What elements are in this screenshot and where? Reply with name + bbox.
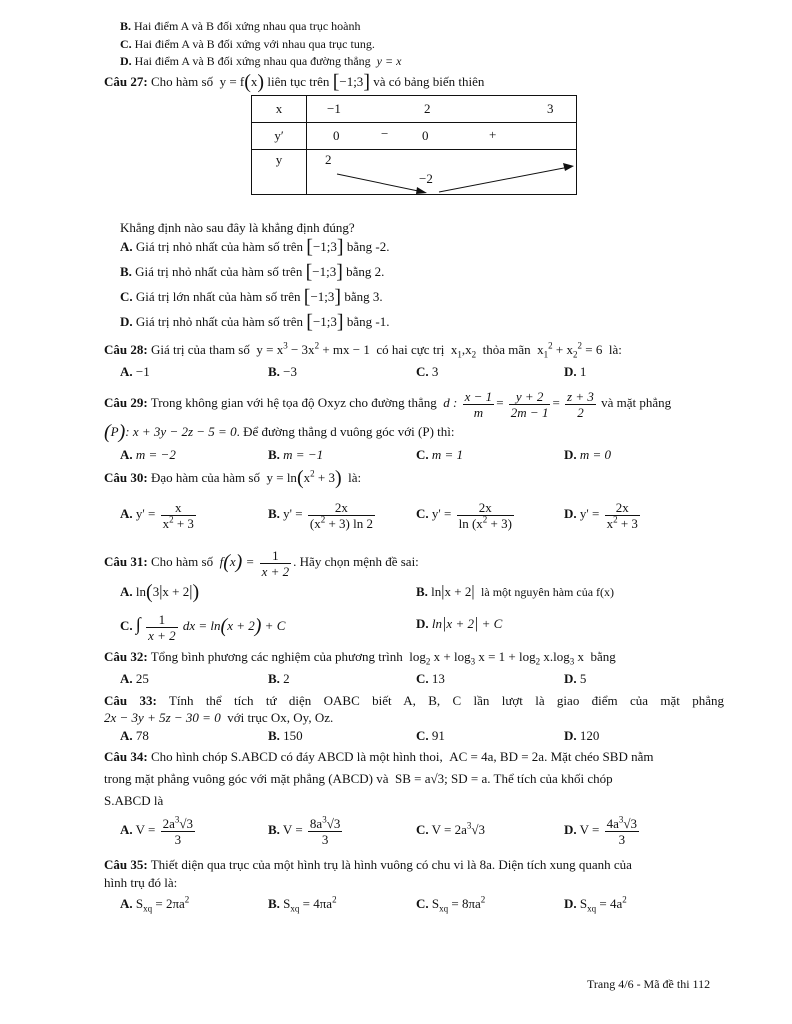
math-expression: $x_1,x_2$ <box>447 342 477 360</box>
q33-option-a <box>120 728 149 744</box>
option-letter: A. <box>120 584 133 599</box>
q30-stem <box>104 467 362 489</box>
q34-option-d: D. V = $\frac{4a^3√3}{3}$ <box>564 814 638 847</box>
question-number: Câu 32: <box>104 649 148 664</box>
option-letter: C. <box>120 289 133 304</box>
option-letter: A. <box>120 822 133 837</box>
q31-option-a <box>120 581 200 603</box>
fraction: $\frac{z + 3}{2}$ <box>567 388 594 420</box>
option-text: Giá trị nhỏ nhất của hàm số trên <box>135 239 304 254</box>
table-cell <box>307 96 577 123</box>
question-text: là: <box>348 470 362 485</box>
option-letter: B. <box>416 584 428 599</box>
option-text: m = −2 <box>135 447 176 462</box>
option-letter: D. <box>120 314 133 329</box>
option-letter: A. <box>120 896 133 911</box>
decreasing-arrow <box>337 174 423 192</box>
q33-line2 <box>104 710 333 726</box>
q28-option-d <box>564 364 586 380</box>
option-letter: D. <box>564 728 577 743</box>
q27-option-c <box>120 286 383 308</box>
option-text: bằng 3. <box>344 289 383 304</box>
fraction: $\frac{8a^3√3}{3}$ <box>309 814 341 847</box>
option-letter: C. <box>416 896 429 911</box>
option-text: 120 <box>579 728 600 743</box>
option-text: 5 <box>579 671 587 686</box>
question-text: . Thể tích của khối chóp <box>487 771 613 786</box>
q32-option-a <box>120 671 149 687</box>
fraction: $\frac{2a^3√3}{3}$ <box>162 814 194 847</box>
question-number: Câu 30: <box>104 470 148 485</box>
table-row <box>252 96 577 123</box>
q30-option-a: A. y' = $\frac{x}{x^2 + 3}$ <box>120 499 194 531</box>
q34-option-b: B. V = $\frac{8a^3√3}{3}$ <box>268 814 341 847</box>
table-row <box>252 150 577 195</box>
option-letter: C. <box>120 618 133 633</box>
math-expression: $S_{xq} = 4\pi a^2$ <box>283 894 337 914</box>
integral-sign: ∫ <box>135 614 141 634</box>
q27-option-d <box>120 311 390 333</box>
q35-option-b <box>268 896 337 912</box>
math-expression: f(x) = <box>216 551 255 573</box>
math-expression: $x_1^2 + x_2^2 = 6$ <box>533 340 606 360</box>
option-letter: D. <box>564 506 577 521</box>
table-cell <box>307 123 577 150</box>
question-number: Câu 31: <box>104 554 148 569</box>
fraction: $\frac{x - 1}{m}$ <box>464 388 493 420</box>
option-letter: B. <box>120 264 132 279</box>
option-letter: B. <box>268 671 280 686</box>
option-letter: B. <box>268 447 280 462</box>
fraction: $\frac{4a^3√3}{3}$ <box>606 814 638 847</box>
table-cell <box>307 150 577 195</box>
option-text: Hai điểm A và B đối xứng với nhau qua trục tung. <box>134 37 375 51</box>
q30-option-b: B. y' = $\frac{2x}{(x^2 + 3) \ln 2}$ <box>268 499 373 531</box>
option-letter: B. <box>268 506 280 521</box>
q27-option-a <box>120 236 390 258</box>
option-letter: B. <box>268 364 280 379</box>
cell-text: + <box>489 127 497 142</box>
q28-stem <box>104 342 622 358</box>
question-text: bằng <box>590 649 616 664</box>
math-expression: d : <box>440 395 458 410</box>
math-expression: $S_{xq} = 4a^2$ <box>579 894 627 914</box>
q27-option-b <box>120 261 385 283</box>
option-letter: A. <box>120 728 133 743</box>
option-letter: A. <box>120 239 133 254</box>
math-expression: $S_{xq} = 8\pi a^2$ <box>431 894 486 914</box>
fraction: $\frac{x}{x^2 + 3}$ <box>162 499 194 531</box>
question-text: Cho hàm số <box>150 554 214 569</box>
q33-option-b <box>268 728 303 744</box>
option-text: 25 <box>135 671 149 686</box>
question-number: Câu 34: <box>104 749 148 764</box>
q35-option-c <box>416 896 485 912</box>
option-text: Hai điểm A và B đối xứng nhau qua trục hoành <box>134 19 361 33</box>
option-letter: C. <box>416 447 429 462</box>
question-text: . Mặt chéo SBD nằm <box>544 749 654 764</box>
math-expression: ln(3|x + 2|) <box>135 581 200 603</box>
q26-option-c <box>120 36 375 52</box>
cell-text: − <box>381 126 389 141</box>
question-text: với trục Ox, Oy, Oz. <box>227 710 334 725</box>
option-letter: C. <box>120 37 132 51</box>
q29-line2 <box>104 421 455 443</box>
option-text: 91 <box>431 728 445 743</box>
q30-option-c: C. y' = $\frac{2x}{\ln (x^2 + 3)}$ <box>416 499 512 531</box>
math-expression: $V = 2a^3√3$ <box>431 820 486 837</box>
q30-option-d: D. y' = $\frac{2x}{x^2 + 3}$ <box>564 499 638 531</box>
question-number: Câu 29: <box>104 395 148 410</box>
option-letter: B. <box>120 19 132 33</box>
option-letter: D. <box>120 54 132 68</box>
question-number: Câu 27: <box>104 74 148 89</box>
option-text: 3 <box>431 364 439 379</box>
math-expression: (P): x + 3y − 2z − 5 = 0 <box>104 421 237 443</box>
q31-option-c <box>120 607 285 643</box>
question-text: Cho hàm số <box>150 74 214 89</box>
option-text: Hai điểm A và B đối xứng nhau qua đường thẳng <box>134 54 371 68</box>
option-letter: C. <box>416 364 429 379</box>
q32-stem <box>104 649 616 665</box>
q35-line2 <box>104 875 177 891</box>
q27-stem <box>104 71 485 93</box>
cell-text: 2 <box>424 101 431 116</box>
fraction: $\frac{2x}{(x^2 + 3) \ln 2}$ <box>309 499 373 531</box>
question-text: có hai cực trị <box>376 342 445 357</box>
math-interval: [−1;3] <box>306 236 344 258</box>
option-letter: A. <box>120 447 133 462</box>
option-text: −3 <box>283 364 298 379</box>
question-text: Thiết diện qua trục của một hình trụ là hình vuông có chu vi là 8a. Diện tích xung quanh của <box>150 857 632 872</box>
question-text: S.ABCD là <box>104 793 164 808</box>
q29-option-c <box>416 447 463 463</box>
question-text: Tính thể tích tứ diện OABC biết A, B, C lần lượt là giao điểm của mặt phẳng <box>168 693 725 708</box>
option-letter: B. <box>268 728 280 743</box>
option-text: 1 <box>579 364 587 379</box>
q34-line3 <box>104 793 163 809</box>
cell-text: y <box>275 152 283 167</box>
option-letter: C. <box>416 506 429 521</box>
question-text: Đạo hàm của hàm số <box>150 470 260 485</box>
q34-stem <box>104 749 653 765</box>
option-text: 150 <box>283 728 303 743</box>
option-text: là một nguyên hàm của f(x) <box>481 585 615 599</box>
math-expression: $\log_2 x + \log_3 x = 1 + \log_2 x.\log_3$ x <box>406 649 588 667</box>
option-text: m = 0 <box>579 447 612 462</box>
cell-text: y′ <box>274 128 284 143</box>
option-letter: C. <box>416 822 429 837</box>
q26-option-d <box>120 53 401 69</box>
math-interval: [−1;3] <box>303 286 342 308</box>
option-letter: A. <box>120 506 133 521</box>
table-row <box>252 123 577 150</box>
math-expression: y = f(x) <box>216 71 265 93</box>
q28-option-b <box>268 364 297 380</box>
q31-stem <box>104 545 419 579</box>
cell-text: 3 <box>547 101 554 116</box>
option-text: bằng -2. <box>346 239 390 254</box>
option-letter: D. <box>564 447 577 462</box>
question-text: Cho hình chóp S.ABCD có đáy ABCD là một hình thoi, <box>150 749 443 764</box>
option-text: Giá trị nhỏ nhất của hàm số trên <box>135 264 303 279</box>
cell-text: 0 <box>422 128 429 143</box>
math-expression: $y = x^3 - 3x^2$ + mx − 1 <box>253 340 374 357</box>
option-letter: B. <box>268 822 280 837</box>
q29-option-b <box>268 447 323 463</box>
option-letter: D. <box>564 822 577 837</box>
math-expression: y = x <box>373 54 402 68</box>
q29-option-d <box>564 447 611 463</box>
question-text: Khẳng định nào sau đây là khẳng định đúng? <box>120 220 355 235</box>
option-text: −1 <box>135 364 150 379</box>
fraction: $\frac{2x}{x^2 + 3}$ <box>606 499 638 531</box>
cell-text: −1 <box>327 101 341 116</box>
option-letter: D. <box>564 364 577 379</box>
option-text: 13 <box>431 671 445 686</box>
table-cell <box>252 96 307 123</box>
option-text: m = 1 <box>431 447 464 462</box>
cell-text: 0 <box>333 128 340 143</box>
cell-text: x <box>275 101 283 116</box>
math-expression: dx = ln(x + 2) + C <box>182 615 286 637</box>
math-expression: SB = a√3; SD = a <box>391 771 488 786</box>
q33-option-d <box>564 728 599 744</box>
table-cell <box>252 150 307 195</box>
arrow-head <box>563 163 574 171</box>
q34-option-a: A. V = $\frac{2a^3√3}{3}$ <box>120 814 194 847</box>
question-text: Trong không gian với hệ tọa độ Oxyz cho đường thẳng <box>150 395 437 410</box>
q34-option-c <box>416 822 485 838</box>
q33-stem <box>104 693 724 709</box>
question-text: là: <box>608 342 622 357</box>
increasing-arrow <box>439 167 569 192</box>
option-text: 78 <box>135 728 149 743</box>
math-expression: 2x − 3y + 5z − 30 = 0 <box>104 710 224 725</box>
option-letter: C. <box>416 728 429 743</box>
option-letter: A. <box>120 671 133 686</box>
q35-option-d <box>564 896 627 912</box>
math-expression: $S_{xq} = 2\pi a^2$ <box>135 894 190 914</box>
math-interval: [−1;3] <box>305 261 343 283</box>
question-text: và mặt phẳng <box>601 395 672 410</box>
table-cell <box>252 123 307 150</box>
math-expression: AC = 4a, BD = 2a <box>446 749 545 764</box>
q27-question <box>120 220 355 236</box>
variation-table <box>251 95 577 195</box>
option-letter: A. <box>120 364 133 379</box>
option-letter: B. <box>268 896 280 911</box>
question-text: . Để đường thẳng d vuông góc với (P) thì: <box>236 424 455 439</box>
question-text: trong mặt phẳng vuông góc với mặt phẳng (ABCD) và <box>104 771 389 786</box>
option-text: m = −1 <box>283 447 324 462</box>
q31-option-b <box>416 584 614 600</box>
q35-stem <box>104 857 632 873</box>
math-expression: ln|x + 2| + C <box>431 615 503 632</box>
fraction: $\frac{y + 2}{2m - 1}$ <box>510 388 549 420</box>
option-text: 2 <box>283 671 290 686</box>
q33-option-c <box>416 728 445 744</box>
q28-option-a <box>120 364 150 380</box>
q32-option-c <box>416 671 445 687</box>
variation-arrows <box>307 150 577 195</box>
q26-option-b <box>120 18 360 34</box>
question-text: và có bảng biến thiên <box>373 74 485 89</box>
page-footer: Trang 4/6 - Mã đề thi 112 <box>587 977 711 991</box>
fraction: $\frac{2x}{\ln (x^2 + 3)}$ <box>458 499 512 531</box>
arrow-head <box>416 187 427 194</box>
q29-stem: Câu 29: Trong không gian với hệ tọa độ Oxyz cho đường thẳng d : $\frac{x - 1}{m}$ = $\frac{y + 2}{2m - 1}$ = $\frac{z + 3}{2}$ và mặt phẳng <box>104 388 672 420</box>
question-number: Câu 33: <box>104 693 157 708</box>
question-text: Giá trị của tham số <box>150 342 250 357</box>
option-text: bằng -1. <box>346 314 390 329</box>
q32-option-d <box>564 671 586 687</box>
q31-option-d <box>416 616 502 632</box>
math-interval: [−1;3] <box>332 71 370 93</box>
cell-text: 2 <box>325 152 332 167</box>
question-text: Tổng bình phương các nghiệm của phương trình <box>150 649 403 664</box>
option-text: bằng 2. <box>346 264 385 279</box>
question-text: thỏa mãn <box>482 342 531 357</box>
option-letter: D. <box>564 671 577 686</box>
fraction: $\frac{1}{x + 2}$ <box>261 547 290 579</box>
question-number: Câu 35: <box>104 857 148 872</box>
option-letter: D. <box>564 896 577 911</box>
option-letter: D. <box>416 616 429 631</box>
question-text: liên tục trên <box>267 74 330 89</box>
q35-option-a <box>120 896 189 912</box>
math-interval: [−1;3] <box>306 311 344 333</box>
fraction: $\frac{1}{x + 2}$ <box>148 611 176 643</box>
q34-line2 <box>104 771 613 787</box>
q29-option-a <box>120 447 176 463</box>
q28-option-c <box>416 364 438 380</box>
cell-text: −2 <box>419 171 433 186</box>
question-text: . Hãy chọn mệnh đề sai: <box>293 554 419 569</box>
q32-option-b <box>268 671 290 687</box>
option-text: Giá trị nhỏ nhất của hàm số trên <box>135 314 304 329</box>
math-expression: $y = \ln(x^2 + 3)$ <box>263 467 342 489</box>
question-text: hình trụ đó là: <box>104 875 178 890</box>
question-number: Câu 28: <box>104 342 148 357</box>
option-text: Giá trị lớn nhất của hàm số trên <box>135 289 301 304</box>
option-letter: C. <box>416 671 429 686</box>
math-expression: ln|x + 2| <box>431 583 475 600</box>
